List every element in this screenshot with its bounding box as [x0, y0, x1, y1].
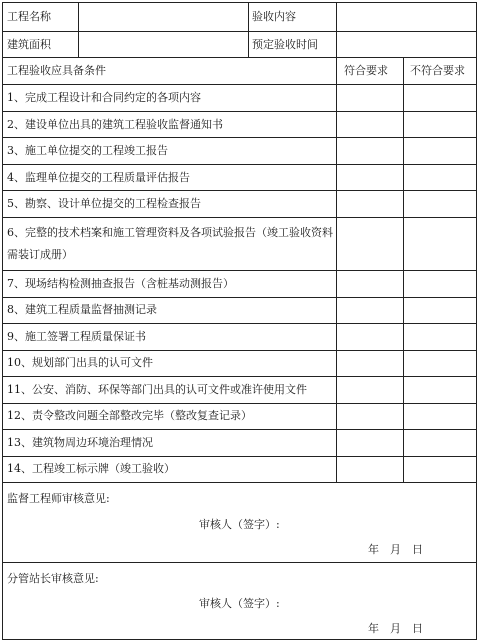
- rule: [248, 2, 249, 57]
- rule: [2, 562, 477, 563]
- inspection-content-label: 验收内容: [252, 10, 296, 23]
- supervisor-date-label: 年 月 日: [368, 543, 423, 556]
- list-item: 13、建筑物周边环境治理情况: [7, 436, 153, 449]
- list-item: 9、施工签署工程质量保证书: [7, 330, 146, 343]
- rule: [2, 57, 477, 58]
- list-item: 8、建筑工程质量监督抽测记录: [7, 303, 157, 316]
- rule: [2, 482, 477, 483]
- rule: [2, 456, 477, 457]
- rule: [2, 403, 477, 404]
- list-item: 14、工程竣工标示牌（竣工验收）: [7, 462, 175, 475]
- rule: [2, 111, 477, 112]
- building-area-label: 建筑面积: [7, 38, 51, 51]
- rule: [2, 429, 477, 430]
- project-name-label: 工程名称: [7, 10, 51, 23]
- list-item: 2、建设单位出具的建筑工程验收监督通知书: [7, 118, 223, 131]
- list-item: 4、监理单位提交的工程质量评估报告: [7, 171, 190, 184]
- list-item: 5、勘察、设计单位提交的工程检查报告: [7, 197, 201, 210]
- rule: [2, 297, 477, 298]
- rule: [78, 2, 79, 57]
- rule: [2, 137, 477, 138]
- rule: [336, 57, 337, 482]
- list-item: 6、完整的技术档案和施工管理资料及各项试验报告（竣工验收资料需装订成册）: [7, 226, 333, 261]
- rule: [2, 164, 477, 165]
- rule: [2, 190, 477, 191]
- list-item: 3、施工单位提交的工程竣工报告: [7, 144, 168, 157]
- planned-time-label: 预定验收时间: [252, 38, 318, 51]
- rule: [336, 2, 337, 57]
- conform-column-header: 符合要求: [344, 64, 388, 77]
- branch-date-label: 年 月 日: [368, 622, 423, 635]
- conditions-title: 工程验收应具备条件: [7, 64, 106, 77]
- branch-opinion-label: 分管站长审核意见:: [7, 572, 99, 585]
- rule: [2, 376, 477, 377]
- branch-reviewer-label: 审核人（签字）:: [199, 597, 280, 610]
- list-item: 12、责令整改问题全部整改完毕（整改复查记录）: [7, 409, 252, 422]
- list-item: 7、现场结构检测抽查报告（含桩基动测报告）: [7, 277, 234, 290]
- rule: [2, 270, 477, 271]
- list-item: 1、完成工程设计和合同约定的各项内容: [7, 91, 201, 104]
- rule: [2, 31, 477, 32]
- rule: [2, 323, 477, 324]
- nonconform-column-header: 不符合要求: [410, 64, 465, 77]
- supervisor-reviewer-label: 审核人（签字）:: [199, 518, 280, 531]
- rule: [2, 84, 477, 85]
- rule: [2, 350, 477, 351]
- list-item: 11、公安、消防、环保等部门出具的认可文件或准许使用文件: [7, 383, 307, 396]
- supervisor-opinion-label: 监督工程师审核意见:: [7, 492, 110, 505]
- rule: [2, 217, 477, 218]
- list-item: 10、规划部门出具的认可文件: [7, 356, 153, 369]
- rule: [403, 57, 404, 482]
